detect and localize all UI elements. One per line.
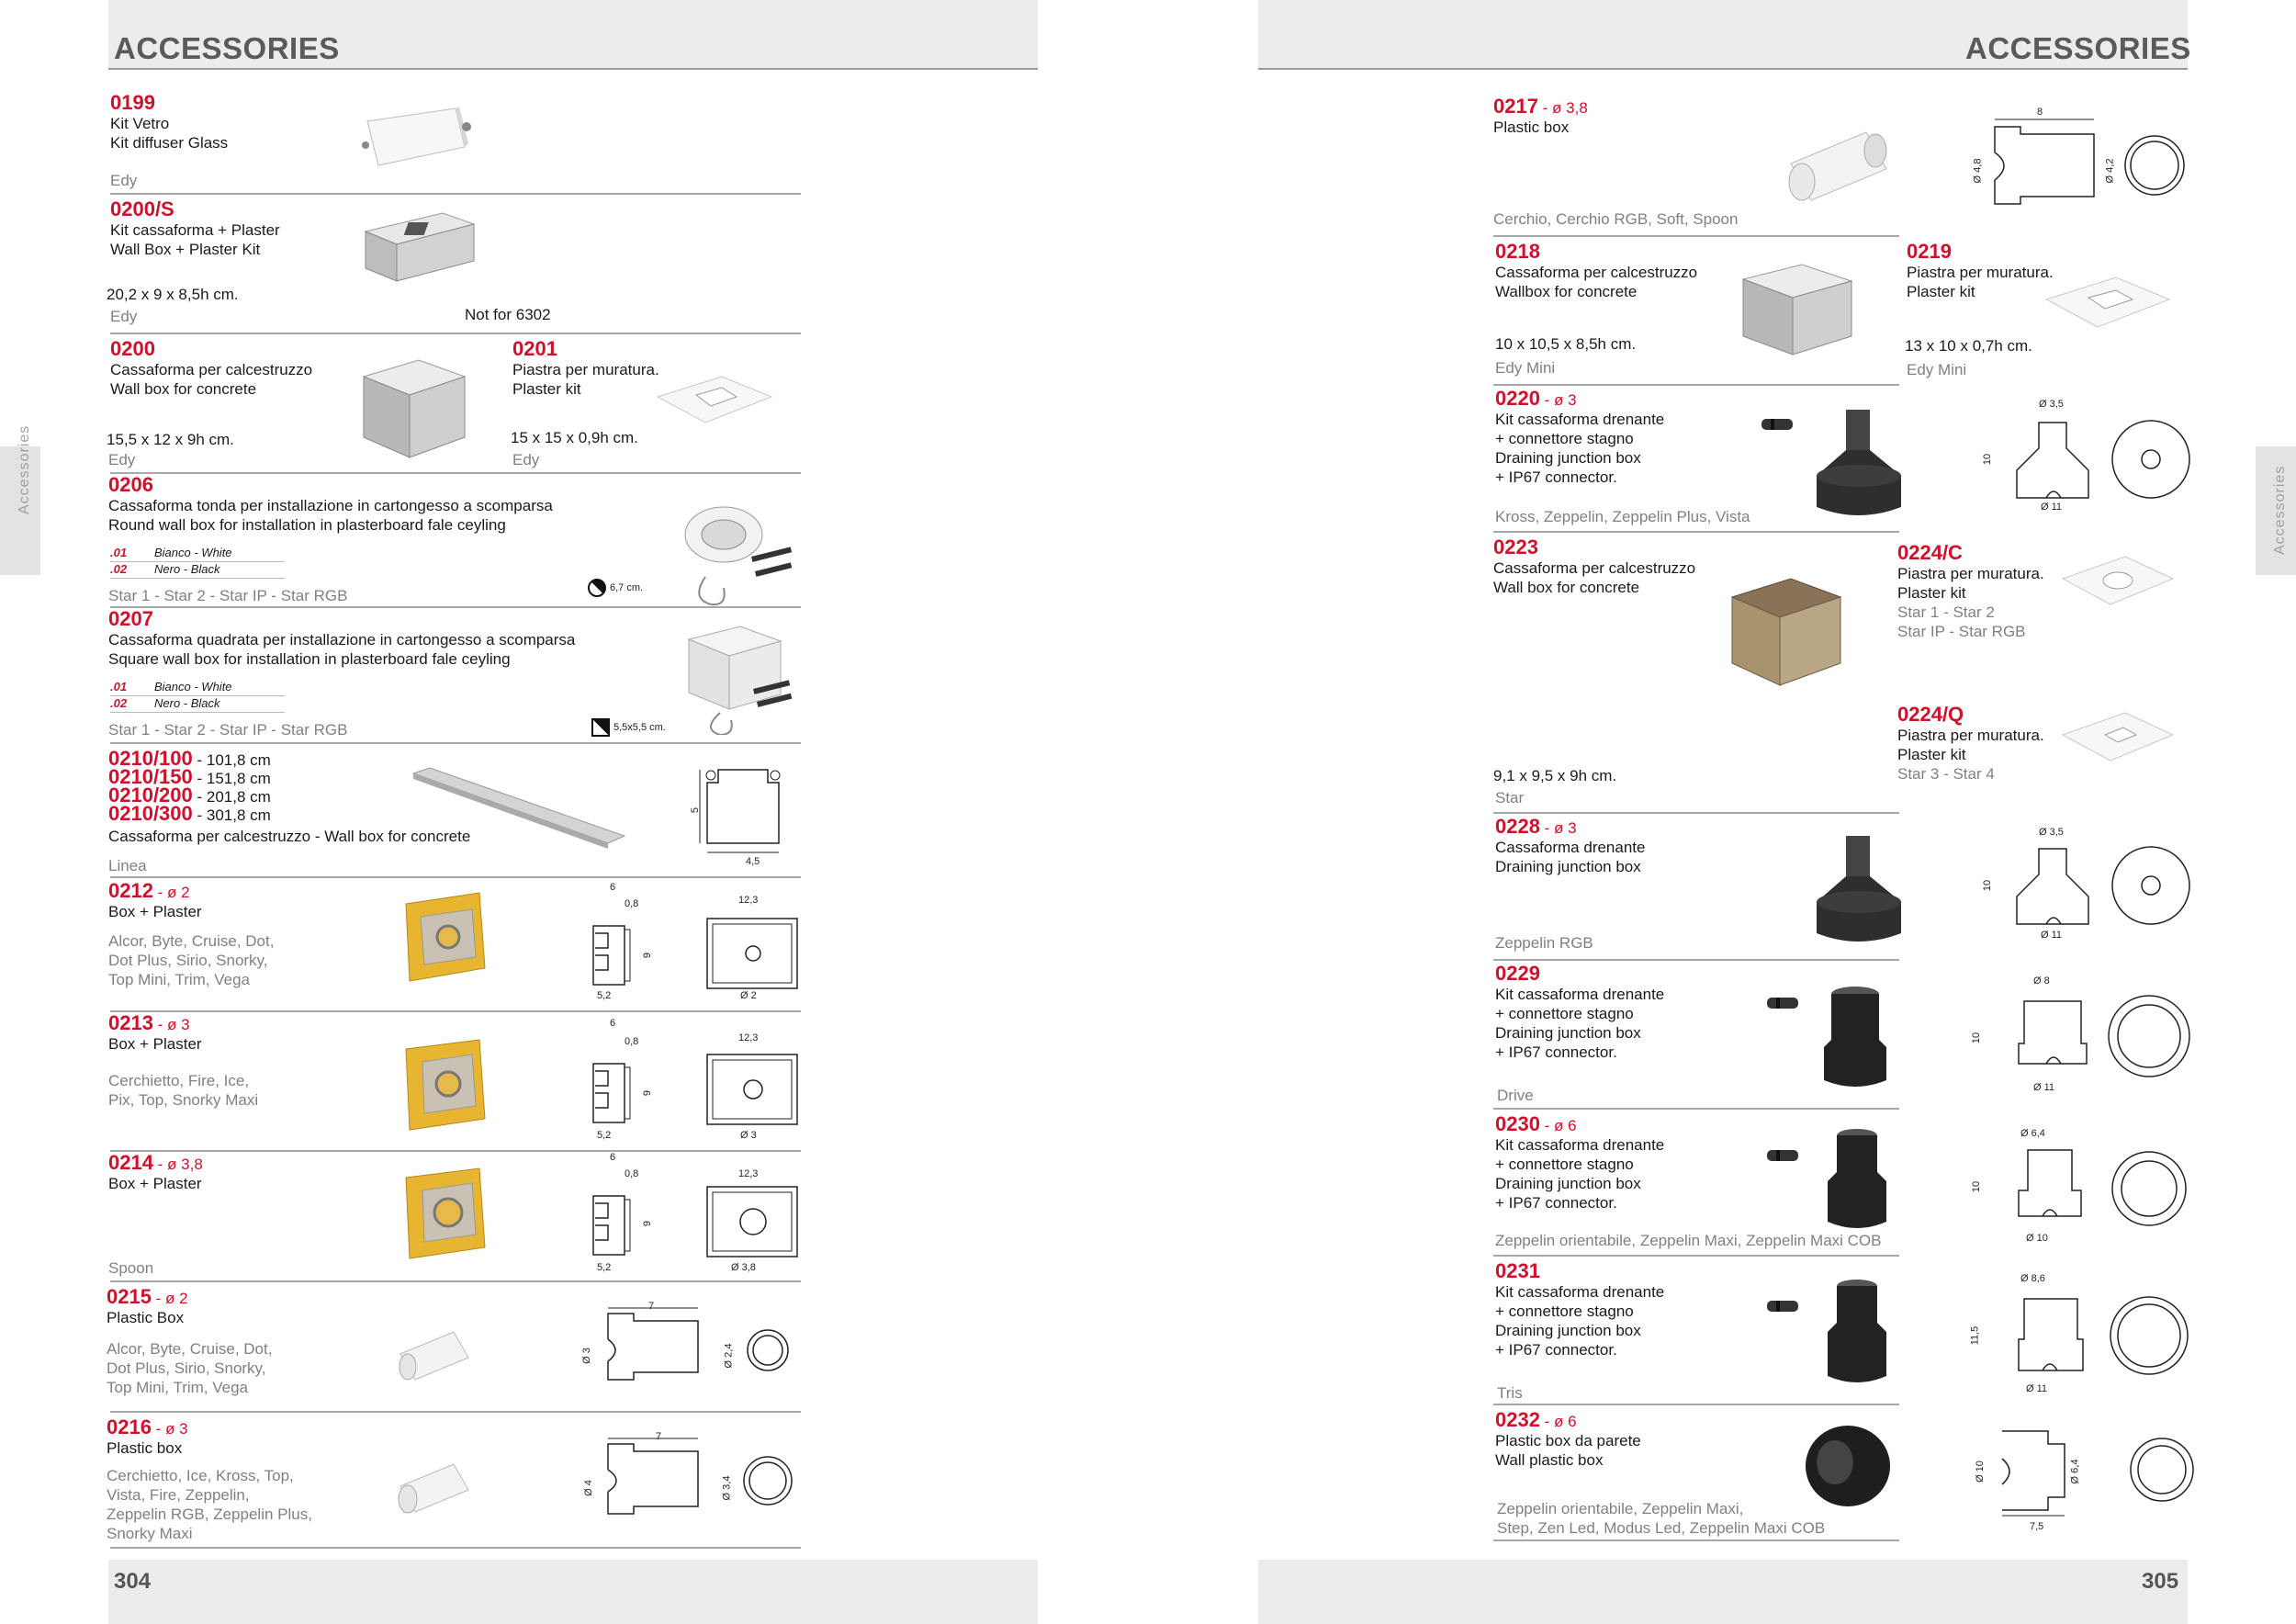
product-family: Zeppelin orientabile, Zeppelin Maxi, Zeppelin Maxi COB [1495, 1232, 1882, 1249]
dim-length: 7,5 [2030, 1521, 2044, 1532]
dim-outer-diameter: Ø 4,8 [1972, 158, 1984, 184]
item-0229 [1495, 963, 1664, 1062]
draining-box-photo [1809, 830, 1910, 950]
color-code: .02 [110, 696, 128, 710]
separator [110, 1411, 801, 1413]
dim-label: 6 [610, 882, 616, 893]
item-0206 [108, 474, 553, 535]
product-desc: Plastic box [107, 1439, 183, 1457]
product-family: Star 1 - Star 2 - Star IP - Star RGB [108, 721, 348, 739]
left-side-tab-label: Accessories [17, 424, 32, 514]
product-family: Edy [108, 451, 136, 468]
product-desc-3: Draining junction box [1495, 1322, 1641, 1339]
product-family: Star 3 - Star 4 [1897, 765, 1995, 783]
product-code: 0210/200 [108, 784, 193, 806]
dim-label: 5,2 [597, 1130, 612, 1141]
item-0224q [1897, 704, 2044, 784]
dim-label: 0,8 [625, 1168, 639, 1179]
left-header-title: ACCESSORIES [114, 31, 340, 65]
item-0228 [1495, 816, 1645, 876]
dim-height: 11,5 [1969, 1325, 1981, 1346]
right-side-tab-label: Accessories [2272, 465, 2288, 555]
dim-label: 5,2 [597, 1262, 612, 1273]
product-desc-2: + connettore stagno [1495, 1303, 1634, 1320]
product-dimensions: 10 x 10,5 x 8,5h cm. [1495, 335, 1637, 353]
product-code: 0199 [110, 91, 155, 114]
separator [1493, 812, 1899, 814]
product-desc-1: Kit cassaforma drenante [1495, 411, 1665, 428]
plastic-box-drawing [1984, 116, 2195, 217]
separator [1493, 1108, 1899, 1110]
product-desc-4: + IP67 connector. [1495, 1194, 1617, 1212]
product-diameter: - ø 3,8 [152, 1156, 203, 1173]
linear-wall-box-photo [404, 762, 634, 854]
dim-top-diameter: Ø 3,5 [2039, 827, 2064, 838]
product-desc-1: Kit cassaforma drenante [1495, 1283, 1665, 1301]
product-code: 0206 [108, 473, 153, 496]
dim-outer-diameter: Ø 10 [1974, 1460, 1986, 1483]
item-0232 [1495, 1409, 1641, 1470]
dim-top-diameter: Ø 3,5 [2039, 399, 2064, 410]
color-code: .01 [110, 680, 128, 694]
product-family: Cerchietto, Ice, Kross, Top, Vista, Fire, Zeppelin, Zeppelin RGB, Zeppelin Plus, Snorky Maxi [107, 1467, 312, 1542]
separator [1493, 959, 1899, 961]
product-diameter: - ø 6 [1539, 1117, 1577, 1134]
dim-label: 0,8 [625, 898, 639, 909]
product-desc-en: Draining junction box [1495, 858, 1641, 875]
color-code: .01 [110, 546, 128, 559]
box-side-drawing [584, 1056, 648, 1130]
wall-box-plaster-kit-photo [360, 204, 479, 287]
dim-height: 10 [1982, 879, 1994, 892]
product-code: 0200/S [110, 197, 174, 220]
box-plaster-photo [393, 1163, 494, 1264]
square-wall-box-photo [680, 621, 808, 735]
draining-cylinder-top-drawing [2105, 1291, 2193, 1380]
square-plaster-kit-photo [2057, 707, 2177, 781]
product-family: Edy Mini [1495, 359, 1556, 377]
product-desc-en: Kit diffuser Glass [110, 134, 229, 152]
product-code: 0210/150 [108, 765, 193, 788]
hole-size-label: 5,5x5,5 cm. [613, 722, 666, 733]
product-code: 0224/Q [1897, 703, 1964, 726]
left-page-number: 304 [114, 1569, 152, 1594]
diffuser-glass-photo [356, 101, 476, 175]
item-0200s [110, 198, 280, 259]
product-desc-en: Wall Box + Plaster Kit [110, 241, 261, 258]
product-desc-en: Square wall box for installation in plasterboard fale ceyling [108, 650, 511, 668]
color-name: Nero - Black [154, 696, 220, 710]
dim-label: Ø 2 [740, 990, 757, 1001]
product-desc: Box + Plaster [108, 903, 202, 920]
item-0199 [110, 92, 228, 152]
product-diameter: - ø 2 [152, 884, 190, 901]
product-family: Zeppelin orientabile, Zeppelin Maxi, Step, Zen Led, Modus Led, Zeppelin Maxi COB [1497, 1500, 1826, 1537]
separator [1493, 384, 1899, 386]
dim-bottom-diameter: Ø 10 [2026, 1233, 2048, 1244]
draining-cylinder-photo [1820, 1275, 1894, 1389]
product-family: Star 1 - Star 2 - Star IP - Star RGB [108, 587, 348, 604]
color-table-rule [110, 578, 285, 579]
product-code: 0231 [1495, 1259, 1540, 1282]
product-code: 0219 [1907, 240, 1952, 263]
box-front-drawing [702, 1181, 803, 1264]
right-header-title: ACCESSORIES [1965, 31, 2191, 65]
product-code: 0229 [1495, 962, 1540, 985]
separator [110, 876, 801, 878]
product-family: Edy Mini [1907, 361, 1967, 378]
dim-length: 8 [2037, 107, 2043, 118]
dim-label: 9 [642, 1220, 654, 1227]
item-0200 [110, 338, 312, 399]
product-desc-1: Kit cassaforma drenante [1495, 1136, 1665, 1154]
dim-top-diameter: Ø 8,6 [2020, 1273, 2045, 1284]
color-name: Bianco - White [154, 546, 232, 559]
dim-width: 4,5 [746, 856, 760, 867]
product-code: 0201 [512, 337, 557, 360]
product-desc-it: Cassaforma per calcestruzzo [110, 361, 313, 378]
color-code: .02 [110, 562, 128, 576]
product-desc-2: + connettore stagno [1495, 1005, 1634, 1022]
separator [1493, 235, 1899, 237]
product-family: Cerchio, Cerchio RGB, Soft, Spoon [1493, 210, 1739, 228]
product-desc-it: Piastra per muratura. [1907, 264, 2054, 281]
product-code: 0223 [1493, 536, 1538, 558]
draining-cylinder-side-drawing [2009, 1143, 2092, 1225]
item-0213 [108, 1012, 202, 1054]
product-desc-en: Round wall box for installation in plasterboard fale ceyling [108, 516, 506, 534]
plastic-box-drawing [597, 1435, 817, 1527]
draining-box-side-drawing [2011, 417, 2094, 500]
product-diameter: - ø 6 [1539, 1413, 1577, 1430]
product-family: Zeppelin RGB [1495, 934, 1593, 952]
product-code: 0216 [107, 1415, 152, 1438]
product-dimensions: 20,2 x 9 x 8,5h cm. [107, 286, 239, 303]
right-page-number: 305 [2142, 1569, 2179, 1594]
dim-outer-diameter: Ø 4 [582, 1480, 594, 1496]
product-desc: Cassaforma per calcestruzzo - Wall box for concrete [108, 828, 471, 845]
dim-outer-diameter: Ø 3 [580, 1348, 592, 1364]
draining-cylinder-top-drawing [2105, 992, 2193, 1080]
item-0231 [1495, 1260, 1664, 1359]
right-page-footer-band [1258, 1560, 2188, 1624]
product-desc-it: Plastic box da parete [1495, 1432, 1641, 1449]
product-code: 0218 [1495, 240, 1540, 263]
right-header-rule [1258, 68, 2188, 70]
product-desc-en: Plaster kit [1897, 584, 1966, 602]
box-side-drawing [584, 1189, 648, 1262]
separator [110, 333, 801, 334]
dim-inner-diameter: Ø 3,4 [721, 1475, 733, 1501]
draining-cylinder-top-drawing [2105, 1145, 2193, 1233]
wall-box-concrete-photo [355, 355, 474, 465]
plastic-box-photo [395, 1455, 478, 1519]
connector-photo [1760, 413, 1796, 435]
product-desc-en: Wall box for concrete [1493, 579, 1640, 596]
dim-label: 9 [642, 1089, 654, 1097]
item-0220 [1495, 388, 1664, 487]
product-code: 0213 [108, 1011, 153, 1034]
item-0201 [512, 338, 659, 399]
product-family: Drive [1497, 1087, 1534, 1104]
product-diameter: - ø 3 [1539, 819, 1577, 837]
separator [1493, 531, 1899, 533]
product-family: Alcor, Byte, Cruise, Dot, Dot Plus, Sirio, Snorky, Top Mini, Trim, Vega [108, 932, 275, 988]
dim-top-diameter: Ø 6,4 [2020, 1128, 2045, 1139]
draining-cylinder-side-drawing [2009, 1291, 2092, 1380]
plastic-box-drawing [597, 1304, 817, 1396]
connector-photo [1765, 992, 1802, 1014]
plastic-box-photo [1782, 123, 1901, 206]
item-0207 [108, 608, 575, 669]
product-desc: Plastic Box [107, 1309, 185, 1326]
product-code: 0217 [1493, 95, 1538, 118]
item-0224c [1897, 542, 2044, 641]
product-length: - 201,8 cm [192, 788, 271, 806]
hole-size-icon [588, 579, 606, 597]
dim-bottom-diameter: Ø 11 [2041, 502, 2063, 513]
linear-box-drawing [698, 762, 799, 863]
item-0218 [1495, 241, 1697, 301]
product-desc-3: Draining junction box [1495, 449, 1641, 467]
product-family: Edy [512, 451, 540, 468]
plaster-kit-photo [648, 371, 777, 435]
dim-height: 10 [1971, 1180, 1983, 1193]
product-desc-en: Plaster kit [1897, 746, 1966, 763]
dim-label: 12,3 [738, 1168, 759, 1179]
dim-inner-diameter: Ø 4,2 [2104, 158, 2116, 184]
product-diameter: - ø 3,8 [1537, 99, 1588, 117]
product-family: Spoon [108, 1259, 154, 1277]
product-code: 0232 [1495, 1408, 1540, 1431]
product-desc-4: + IP67 connector. [1495, 468, 1617, 486]
product-desc-2: + connettore stagno [1495, 1156, 1634, 1173]
product-desc-en: Wallbox for concrete [1495, 283, 1638, 300]
item-0212 [108, 880, 202, 921]
product-desc-it: Cassaforma per calcestruzzo [1493, 559, 1696, 577]
separator [1493, 1539, 1899, 1541]
product-desc-en: Wall plastic box [1495, 1451, 1604, 1469]
separator [110, 193, 801, 195]
product-desc-en: Wall box for concrete [110, 380, 257, 398]
separator [110, 1010, 801, 1012]
wallbox-concrete-photo [1732, 259, 1861, 360]
color-table-rule [110, 712, 285, 713]
dim-inner-diameter: Ø 6,4 [2069, 1459, 2081, 1484]
product-desc-it: Cassaforma per calcestruzzo [1495, 264, 1698, 281]
product-desc: Box + Plaster [108, 1035, 202, 1053]
product-note: Not for 6302 [465, 306, 551, 323]
box-side-drawing [584, 919, 648, 992]
product-desc-it: Cassaforma quadrata per installazione in cartongesso a scomparsa [108, 631, 576, 648]
product-family: Star [1495, 789, 1525, 806]
dim-bottom-diameter: Ø 11 [2033, 1082, 2055, 1093]
wall-plastic-box-photo [1796, 1420, 1897, 1512]
plaster-kit-photo [2037, 272, 2175, 345]
item-0223 [1493, 536, 1695, 597]
dim-height: 10 [1971, 1032, 1983, 1044]
product-code: 0207 [108, 607, 153, 630]
item-0230 [1495, 1113, 1664, 1212]
product-diameter: - ø 3 [151, 1420, 188, 1438]
draining-cylinder-side-drawing [2011, 994, 2094, 1077]
product-desc-it: Piastra per muratura. [1897, 727, 2044, 744]
round-plaster-kit-photo [2057, 551, 2177, 625]
separator [110, 1280, 801, 1282]
dim-height: 5 [690, 806, 702, 814]
product-code: 0228 [1495, 815, 1540, 838]
product-diameter: - ø 3 [152, 1016, 190, 1033]
product-code: 0212 [108, 879, 153, 902]
color-option-black [110, 562, 220, 576]
product-desc-en: Plaster kit [512, 380, 581, 398]
product-family: Edy [110, 308, 138, 325]
star-wall-box-photo [1727, 571, 1846, 691]
product-family: Cerchietto, Fire, Ice, Pix, Top, Snorky Maxi [108, 1072, 259, 1109]
separator [110, 1150, 801, 1152]
connector-photo [1765, 1295, 1802, 1317]
product-code: 0210/100 [108, 747, 193, 770]
product-desc-it: Kit Vetro [110, 115, 170, 132]
product-family: Kross, Zeppelin, Zeppelin Plus, Vista [1495, 508, 1750, 525]
product-desc-en: Plaster kit [1907, 283, 1975, 300]
product-desc-3: Draining junction box [1495, 1175, 1641, 1192]
product-code: 0210/300 [108, 802, 193, 825]
dim-length: 7 [648, 1301, 655, 1312]
draining-cylinder-photo [1820, 1124, 1894, 1235]
product-code: 0200 [110, 337, 155, 360]
product-desc-3: Draining junction box [1495, 1024, 1641, 1042]
product-desc-4: + IP67 connector. [1495, 1341, 1617, 1359]
product-length: - 151,8 cm [192, 770, 271, 787]
separator [110, 1547, 801, 1549]
dim-label: Ø 3 [740, 1130, 757, 1141]
hole-size-label: 6,7 cm. [610, 582, 644, 593]
item-0216 [107, 1416, 188, 1458]
dim-height: 10 [1982, 453, 1994, 466]
product-code: 0230 [1495, 1112, 1540, 1135]
product-family: Star 1 - Star 2 [1897, 603, 1995, 621]
dim-inner-diameter: Ø 2,4 [723, 1343, 735, 1369]
product-desc-it: Kit cassaforma + Plaster [110, 221, 280, 239]
product-diameter: - ø 2 [151, 1290, 188, 1307]
color-option-white [110, 546, 232, 559]
separator [1493, 1255, 1899, 1257]
product-family: Tris [1497, 1384, 1523, 1402]
dim-bottom-diameter: Ø 11 [2026, 1383, 2048, 1394]
draining-box-side-drawing [2011, 843, 2094, 926]
item-0215 [107, 1286, 188, 1327]
round-wall-box-photo [678, 487, 806, 606]
product-desc: Box + Plaster [108, 1175, 202, 1192]
product-desc: Plastic box [1493, 118, 1570, 136]
product-desc-it: Cassaforma tonda per installazione in cartongesso a scomparsa [108, 497, 553, 514]
dim-length: 7 [656, 1431, 662, 1442]
product-desc-1: Kit cassaforma drenante [1495, 986, 1665, 1003]
product-dimensions: 15,5 x 12 x 9h cm. [107, 431, 234, 448]
dim-label: 0,8 [625, 1036, 639, 1047]
dim-label: 6 [610, 1018, 616, 1029]
product-desc-4: + IP67 connector. [1495, 1043, 1617, 1061]
dim-label: 9 [642, 952, 654, 959]
product-length: - 301,8 cm [192, 806, 271, 824]
dim-top-diameter: Ø 8 [2033, 976, 2050, 987]
product-family: Alcor, Byte, Cruise, Dot, Dot Plus, Sirio, Snorky, Top Mini, Trim, Vega [107, 1340, 273, 1396]
product-diameter: - ø 3 [1539, 391, 1577, 409]
item-0219 [1907, 241, 2054, 301]
product-desc-it: Piastra per muratura. [1897, 565, 2044, 582]
product-code: 0215 [107, 1285, 152, 1308]
draining-box-top-drawing [2109, 843, 2191, 926]
dim-label: 6 [610, 1152, 616, 1163]
wall-plastic-box-drawing [1993, 1426, 2204, 1517]
draining-box-photo [1809, 404, 1910, 524]
color-option-black [110, 696, 220, 710]
connector-photo [1765, 1145, 1802, 1167]
dim-label: 12,3 [738, 1032, 759, 1043]
separator [1493, 1404, 1899, 1405]
product-length: - 101,8 cm [192, 751, 271, 769]
color-option-white [110, 680, 232, 694]
color-name: Bianco - White [154, 680, 232, 694]
product-dimensions: 13 x 10 x 0,7h cm. [1905, 337, 2032, 355]
item-0217 [1493, 96, 1588, 137]
product-code: 0214 [108, 1151, 153, 1174]
left-page-footer-band [108, 1560, 1038, 1624]
product-code: 0224/C [1897, 541, 1963, 564]
product-code: 0220 [1495, 387, 1540, 410]
plastic-box-photo [395, 1323, 478, 1387]
draining-box-top-drawing [2109, 417, 2191, 500]
separator [110, 742, 801, 744]
item-0214 [108, 1152, 203, 1193]
box-plaster-photo [393, 1034, 494, 1135]
product-desc-2: + connettore stagno [1495, 430, 1634, 447]
left-header-rule [108, 68, 1038, 70]
product-family: Edy [110, 172, 138, 189]
product-family: Linea [108, 857, 147, 874]
product-family: Star IP - Star RGB [1897, 623, 2026, 640]
product-desc-it: Piastra per muratura. [512, 361, 659, 378]
box-plaster-photo [393, 885, 494, 987]
dim-label: 5,2 [597, 990, 612, 1001]
square-hole-icon [591, 718, 610, 737]
dim-label: 12,3 [738, 895, 759, 906]
dim-bottom-diameter: Ø 11 [2041, 930, 2063, 941]
dim-label: Ø 3,8 [731, 1262, 756, 1273]
box-front-drawing [702, 913, 803, 996]
color-name: Nero - Black [154, 562, 220, 576]
box-front-drawing [702, 1049, 803, 1132]
draining-cylinder-photo [1818, 983, 1892, 1093]
product-dimensions: 15 x 15 x 0,9h cm. [511, 429, 638, 446]
product-desc-it: Cassaforma drenante [1495, 839, 1646, 856]
product-dimensions: 9,1 x 9,5 x 9h cm. [1493, 767, 1617, 784]
